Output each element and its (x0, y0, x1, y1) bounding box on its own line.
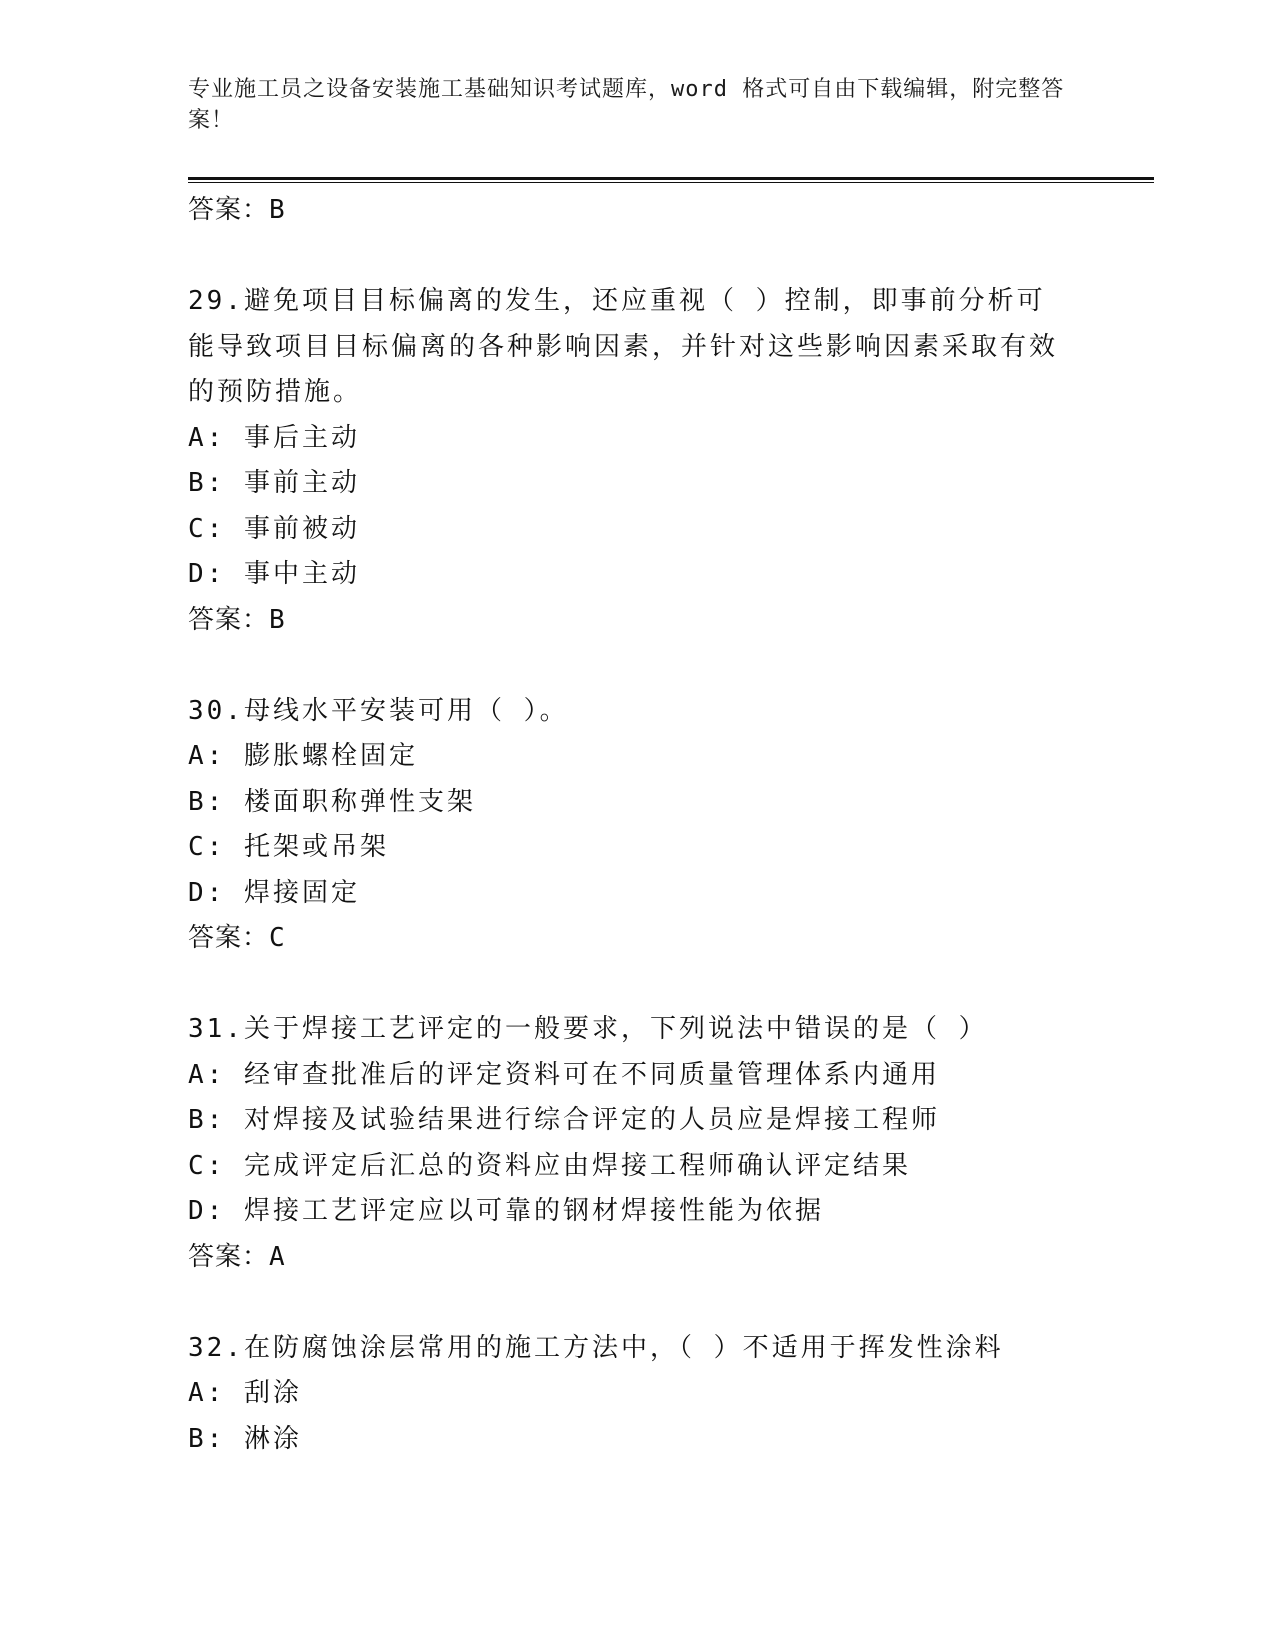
option-d: D: 焊接固定 (188, 877, 360, 908)
question-31 (188, 1007, 1088, 1280)
option-a: A: 事后主动 (188, 422, 360, 453)
option-c: C: 事前被动 (188, 513, 360, 544)
option-d: D: 事中主动 (188, 559, 360, 589)
spacer (188, 234, 1088, 280)
question-stem: 31.关于焊接工艺评定的一般要求，下列说法中错误的是（ ） (188, 1014, 988, 1044)
option-b: B: 淋涂 (188, 1423, 302, 1454)
question-29 (188, 279, 1088, 643)
option-c: C: 完成评定后汇总的资料应由焊接工程师确认评定结果 (188, 1150, 911, 1181)
question-32 (188, 1326, 1088, 1463)
option-b: B: 事前主动 (188, 468, 360, 498)
question-30 (188, 689, 1088, 962)
spacer (188, 643, 1088, 689)
question-stem: 32.在防腐蚀涂层常用的施工方法中，（ ）不适用于挥发性涂料 (188, 1332, 1004, 1363)
spacer (188, 962, 1088, 1008)
option-c: C: 托架或吊架 (188, 832, 389, 862)
answer-line (188, 598, 1088, 644)
question-list (188, 188, 1088, 1462)
option-a: A: 刮涂 (188, 1378, 302, 1408)
answer-prefix: 答案： (188, 923, 270, 953)
answer-prefix: 答案： (188, 604, 270, 635)
answer-prefix: 答案： (188, 1241, 270, 1272)
question-stem: 29.避免项目目标偏离的发生，还应重视（ ）控制，即事前分析可能导致项目目标偏离的各种影响因素，并针对这些影响因素采取有效的预防措施。 (188, 286, 1059, 407)
answer-value: A (269, 1241, 286, 1272)
header-rule-thin (188, 182, 1154, 183)
answer-line (188, 1235, 1088, 1281)
header-rule-thick (188, 177, 1154, 180)
answer-value: B (269, 195, 286, 225)
spacer (188, 1280, 1088, 1326)
answer-value: B (269, 604, 286, 635)
option-d: D: 焊接工艺评定应以可靠的钢材焊接性能为依据 (188, 1196, 824, 1226)
question-stem: 30.母线水平安装可用（ ）。 (188, 695, 569, 726)
answer-prefix: 答案： (188, 195, 270, 225)
answer-value: C (269, 923, 286, 953)
option-b: B: 对焊接及试验结果进行综合评定的人员应是焊接工程师 (188, 1105, 940, 1135)
answer-line (188, 188, 1088, 234)
document-header: 专业施工员之设备安装施工基础知识考试题库，word 格式可自由下载编辑，附完整答案！ (188, 77, 1065, 133)
option-b: B: 楼面职称弹性支架 (188, 786, 476, 817)
option-a: A: 经审查批准后的评定资料可在不同质量管理体系内通用 (188, 1059, 940, 1090)
answer-line (188, 916, 1088, 962)
option-a: A: 膨胀螺栓固定 (188, 741, 418, 771)
